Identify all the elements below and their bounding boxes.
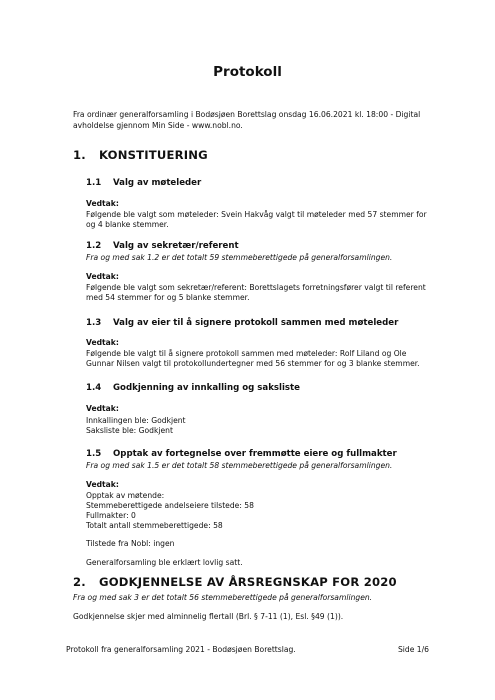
section-1-4-heading [86,383,300,393]
section-2-note: Fra og med sak 3 er det totalt 56 stemmeberettigede på generalforsamlingen. [73,593,373,602]
section-1-2-vedtak-text: Følgende ble valgt som sekretær/referent: Borettslagets forretningsfører valgt til referent med 54 stemmer for og 5 blanke stemmer. [86,283,426,303]
section-1-4-vedtak-label: Vedtak: [86,404,119,413]
section-1-4-number: 1.4 [86,383,102,393]
section-1-5-heading [86,449,397,459]
section-1-heading [73,148,208,162]
section-1-5-line-andelseiere: Stemmeberettigede andelseiere tilstede: 58 [86,501,254,510]
section-1-title: KONSTITUERING [99,148,208,162]
section-1-1-heading [86,178,201,188]
section-2-title: GODKJENNELSE AV ÅRSREGNSKAP FOR 2020 [99,575,397,589]
section-1-4-line-innkalling: Innkallingen ble: Godkjent [86,416,186,425]
section-1-1-title: Valg av møteleder [113,178,202,188]
section-1-3-vedtak-text: Følgende ble valgt til å signere protokoll sammen med møteleder: Rolf Liland og Ole Gunnar Nilsen valgt til protokollundertegner med 56 stemmer for og 3 blanke stemmer. [86,349,420,369]
section-1-3-title: Valg av eier til å signere protokoll sammen med møteleder [113,318,399,328]
section-2-text: Godkjennelse skjer med alminnelig flertall (Brl. § 7-11 (1), Esl. §49 (1)). [73,612,344,621]
intro-paragraph: Fra ordinær generalforsamling i Bodøsjøen Borettslag onsdag 16.06.2021 kl. 18:00 - Digital avholdelse gjennom Min Side - www.nobl.no. [73,110,421,130]
section-1-2-title: Valg av sekretær/referent [113,241,239,251]
section-1-number: 1. [73,148,86,162]
section-1-1-number: 1.1 [86,178,102,188]
section-1-5-line-nobl: Tilstede fra Nobl: ingen [86,539,175,548]
section-1-5-line-fullmakter: Fullmakter: 0 [86,511,136,520]
section-1-2-note: Fra og med sak 1.2 er det totalt 59 stemmeberettigede på generalforsamlingen. [86,253,393,262]
section-1-4-title: Godkjenning av innkalling og saksliste [113,383,300,393]
section-1-2-vedtak-label: Vedtak: [86,272,119,281]
section-1-3-vedtak-label: Vedtak: [86,338,119,347]
section-1-3-heading [86,318,398,328]
section-1-2-heading [86,241,239,251]
section-1-5-line-totalt: Totalt antall stemmeberettigede: 58 [86,521,223,530]
section-2-number: 2. [73,575,86,589]
section-1-5-title: Opptak av fortegnelse over fremmøtte eiere og fullmakter [113,449,397,459]
section-1-5-number: 1.5 [86,449,102,459]
section-1-5-note: Fra og med sak 1.5 er det totalt 58 stemmeberettigede på generalforsamlingen. [86,461,393,470]
section-1-5-line-lovlig: Generalforsamling ble erklært lovlig satt. [86,558,243,567]
section-1-4-line-saksliste: Saksliste ble: Godkjent [86,426,173,435]
section-1-5-vedtak-label: Vedtak: [86,480,119,489]
section-1-2-number: 1.2 [86,241,102,251]
section-1-5-line-opptak: Opptak av møtende: [86,491,165,500]
section-2-heading [73,575,397,589]
page-number: Side 1/6 [397,645,429,654]
footer-text: Protokoll fra generalforsamling 2021 - Bodøsjøen Borettslag. [66,645,296,654]
page-title: Protokoll [213,64,282,80]
section-1-1-vedtak-text: Følgende ble valgt som møteleder: Svein Hakvåg valgt til møteleder med 57 stemmer for og 4 blanke stemmer. [86,210,427,230]
section-1-1-vedtak-label: Vedtak: [86,199,119,208]
section-1-3-number: 1.3 [86,318,102,328]
